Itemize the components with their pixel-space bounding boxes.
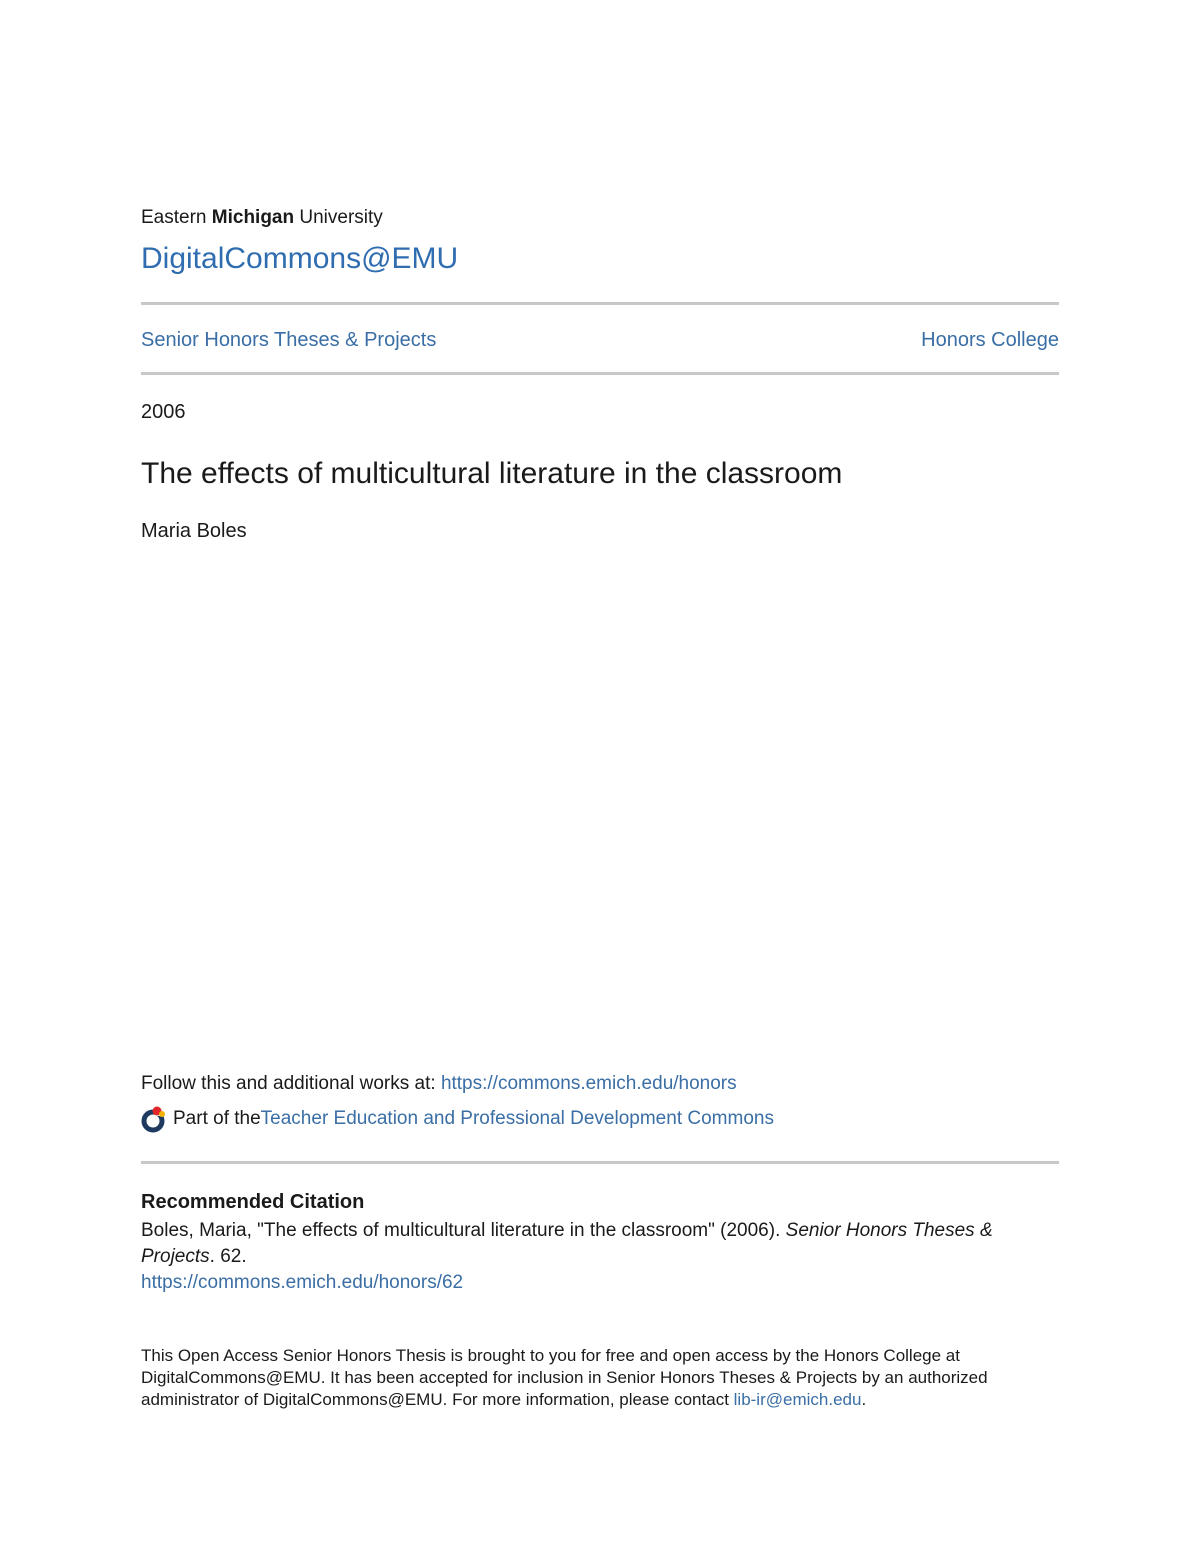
follow-line: Follow this and additional works at: https://commons.emich.edu/honors <box>141 1073 737 1094</box>
cover-page <box>141 0 1059 1553</box>
college-link[interactable]: Honors College <box>921 329 1059 351</box>
citation-url-link[interactable]: https://commons.emich.edu/honors/62 <box>141 1272 464 1293</box>
citation-heading: Recommended Citation <box>141 1191 365 1213</box>
access-notice: This Open Access Senior Honors Thesis is brought to you for free and open access by the Honors College at DigitalCommons@EMU. It has been accepted for inclusion in Senior Honors Theses & Projects by an authorized administrator of DigitalCommons@EMU. For more information, please contact lib-ir@emich.edu. <box>141 1346 988 1409</box>
contact-email-link[interactable]: lib-ir@emich.edu <box>733 1390 862 1409</box>
publication-year: 2006 <box>141 401 186 423</box>
discipline-commons-link[interactable]: Teacher Education and Professional Development Commons <box>260 1108 774 1129</box>
series-link[interactable]: Senior Honors Theses & Projects <box>141 329 437 351</box>
author-name: Maria Boles <box>141 520 247 542</box>
citation-text: Boles, Maria, "The effects of multicultural literature in the classroom" (2006). Senior Honors Theses & Projects. 62. <box>141 1220 993 1267</box>
divider-bottom <box>141 1161 1059 1164</box>
document-title: The effects of multicultural literature in the classroom <box>141 457 843 490</box>
series-row <box>141 326 1059 354</box>
part-of-line: Part of the Teacher Education and Professional Development Commons <box>141 1104 774 1134</box>
divider-top <box>141 302 1059 305</box>
commons-network-icon <box>141 1104 167 1134</box>
divider-middle <box>141 372 1059 375</box>
institution-name: Eastern Michigan University <box>141 207 383 228</box>
follow-url-link[interactable]: https://commons.emich.edu/honors <box>440 1073 737 1094</box>
repository-link[interactable]: DigitalCommons@EMU <box>141 242 459 275</box>
